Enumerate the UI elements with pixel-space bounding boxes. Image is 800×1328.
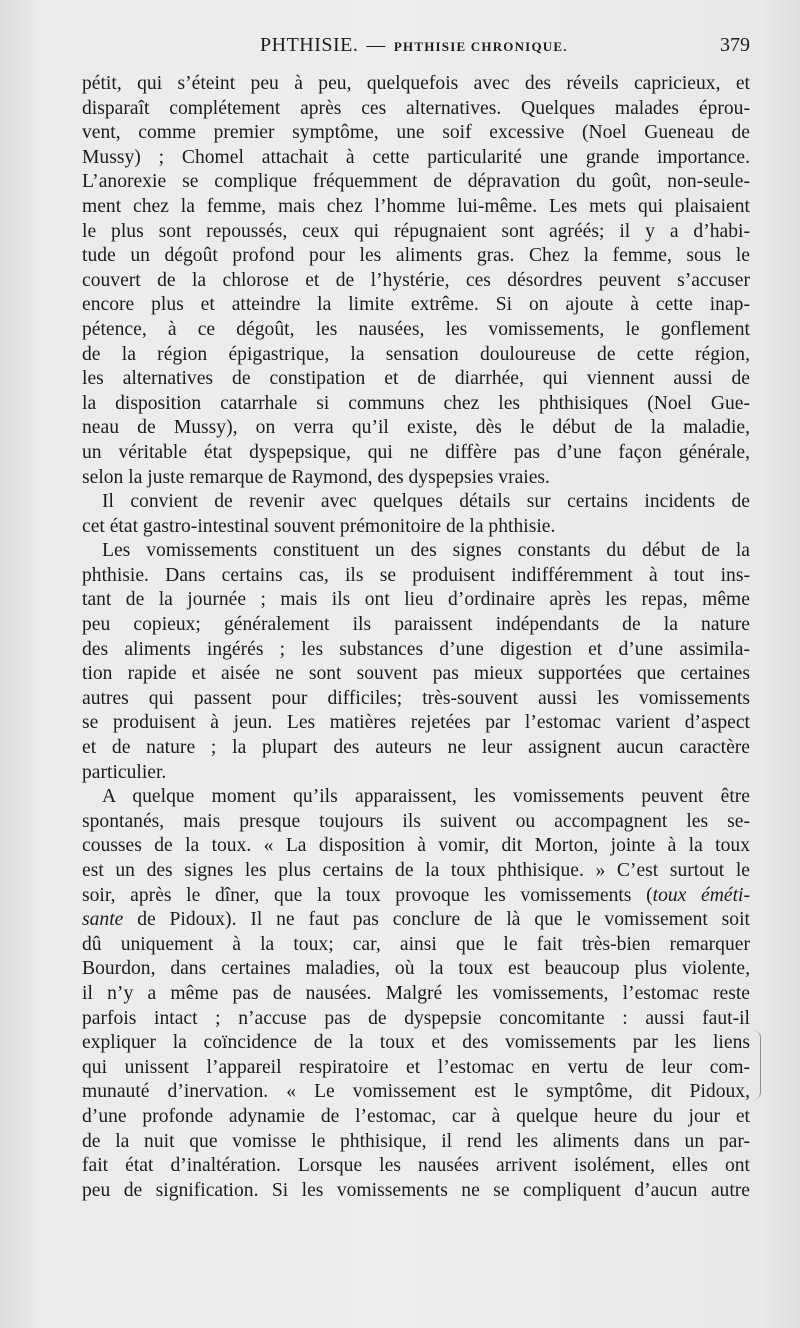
text-line: Les vomissements constituent un des signes constants du début de la: [102, 540, 750, 562]
text-line: les alternatives de constipation et de diarrhée, qui viennent aussi de: [82, 368, 750, 390]
text-line: phthisie. Dans certains cas, ils se produisent indifféremment à tout ins-: [82, 564, 750, 586]
text-line: selon la juste remarque de Raymond, des dyspepsies vraies.: [82, 466, 550, 488]
text-line: fait état d’inaltération. Lorsque les nausées arrivent isolément, elles ont: [82, 1155, 750, 1177]
text-line: cet état gastro-intestinal souvent prémonitoire de la phthisie.: [82, 515, 556, 537]
text-line: couvert de la chlorose et de l’hystérie, ces désordres peuvent s’accuser: [82, 269, 750, 291]
text-line: Bourdon, dans certaines maladies, où la toux est beaucoup plus violente,: [82, 958, 750, 980]
text-line: d’une profonde adynamie de l’estomac, car à quelque heure du jour et: [82, 1105, 750, 1127]
text-line: tion rapide et aisée ne sont souvent pas mieux supportées que certaines: [82, 663, 750, 685]
text-line: neau de Mussy), on verra qu’il existe, dès le début de la maladie,: [82, 417, 750, 439]
text-line: cousses de la toux. « La disposition à vomir, dit Morton, jointe à la toux: [82, 835, 750, 857]
text-line: ment chez la femme, mais chez l’homme lui-même. Les mets qui plaisaient: [82, 195, 750, 217]
text-line: un véritable état dyspepsique, qui ne diffère pas d’une façon générale,: [82, 441, 750, 463]
text-line: la disposition catarrhale si communs chez les phthisiques (Noel Gue-: [82, 392, 750, 414]
text-line: A quelque moment qu’ils apparaissent, les vomissements peuvent être: [102, 786, 750, 808]
text-line: Il convient de revenir avec quelques détails sur certains incidents de: [102, 491, 750, 513]
text-line: particulier.: [82, 761, 167, 783]
text-line: le plus sont repoussés, ceux qui répugnaient sont agréés; il y a d’habi-: [82, 220, 750, 242]
text-line: des aliments ingérés ; les substances d’une digestion et d’une assimila-: [82, 638, 750, 660]
text-line: il n’y a même pas de nausées. Malgré les vomissements, l’estomac reste: [82, 982, 750, 1004]
text-line: peu de signification. Si les vomissements ne se compliquent d’aucun autre: [82, 1179, 750, 1201]
text-line: dû uniquement à la toux; car, ainsi que le fait très-bien remarquer: [82, 933, 750, 955]
running-title: PHTHISIE.: [260, 34, 359, 56]
text-line: disparaît complétement après ces alternatives. Quelques malades éprou-: [82, 97, 750, 119]
text-line: Mussy) ; Chomel attachait à cette particularité une grande importance.: [82, 146, 750, 168]
header-separator: —: [366, 35, 386, 56]
text-line: munauté d’inervation. « Le vomissement est le symptôme, dit Pidoux,: [82, 1081, 750, 1103]
text-line: et de nature ; la plupart des auteurs ne leur assignent aucun caractère: [82, 737, 750, 759]
header-title: [260, 34, 568, 57]
text-line: peu copieux; généralement ils paraissent indépendants de la nature: [82, 614, 750, 636]
text-line: parfois intact ; n’accuse pas de dyspepsie concomitante : aussi faut-il: [82, 1007, 750, 1029]
text-line: expliquer la coïncidence de la toux et des vomissements par les liens: [82, 1032, 750, 1054]
text-line: encore plus et atteindre la limite extrême. Si on ajoute à cette inap-: [82, 294, 750, 316]
text-line: se produisent à jeun. Les matières rejetées par l’estomac varient d’aspect: [82, 712, 750, 734]
page-number: 379: [720, 34, 750, 56]
text-line: pétence, à ce dégoût, les nausées, les vomissements, le gonflement: [82, 318, 750, 340]
running-header: [80, 34, 750, 64]
text-line: soir, après le dîner, que la toux provoque les vomissements (toux éméti-: [82, 884, 750, 906]
italic-term: toux éméti-: [652, 884, 750, 906]
text-line: spontanés, mais presque toujours ils suivent ou accompagnent les se-: [82, 810, 750, 832]
text-line: autres qui passent pour difficiles; très-souvent aussi les vomissements: [82, 687, 750, 709]
text-line: est un des signes les plus certains de la toux phthisique. » C’est surtout le: [82, 860, 750, 881]
italic-term: sante: [82, 909, 124, 931]
text-line: qui unissent l’appareil respiratoire et l’estomac en vertu de leur com-: [82, 1056, 750, 1078]
text-line: pétit, qui s’éteint peu à peu, quelquefois avec des réveils capricieux, et: [82, 73, 750, 94]
text-line: tant de la journée ; mais ils ont lieu d’ordinaire après les repas, même: [82, 589, 750, 611]
body-text: [82, 72, 750, 1203]
margin-bracket-mark: [752, 1030, 761, 1100]
text-line: tude un dégoût profond pour les aliments gras. Chez la femme, sous le: [82, 245, 750, 267]
text-line: sante de Pidoux). Il ne faut pas conclure de là que le vomissement soit: [82, 909, 750, 931]
text-line: de la région épigastrique, la sensation douloureuse de cette région,: [82, 343, 750, 365]
text-line: L’anorexie se complique fréquemment de dépravation du goût, non-seule-: [82, 171, 750, 193]
text-line: vent, comme premier symptôme, une soif excessive (Noel Gueneau de: [82, 122, 750, 144]
section-title: PHTHISIE CHRONIQUE.: [393, 39, 568, 54]
text-line: de la nuit que vomisse le phthisique, il rend les aliments dans un par-: [82, 1130, 750, 1152]
